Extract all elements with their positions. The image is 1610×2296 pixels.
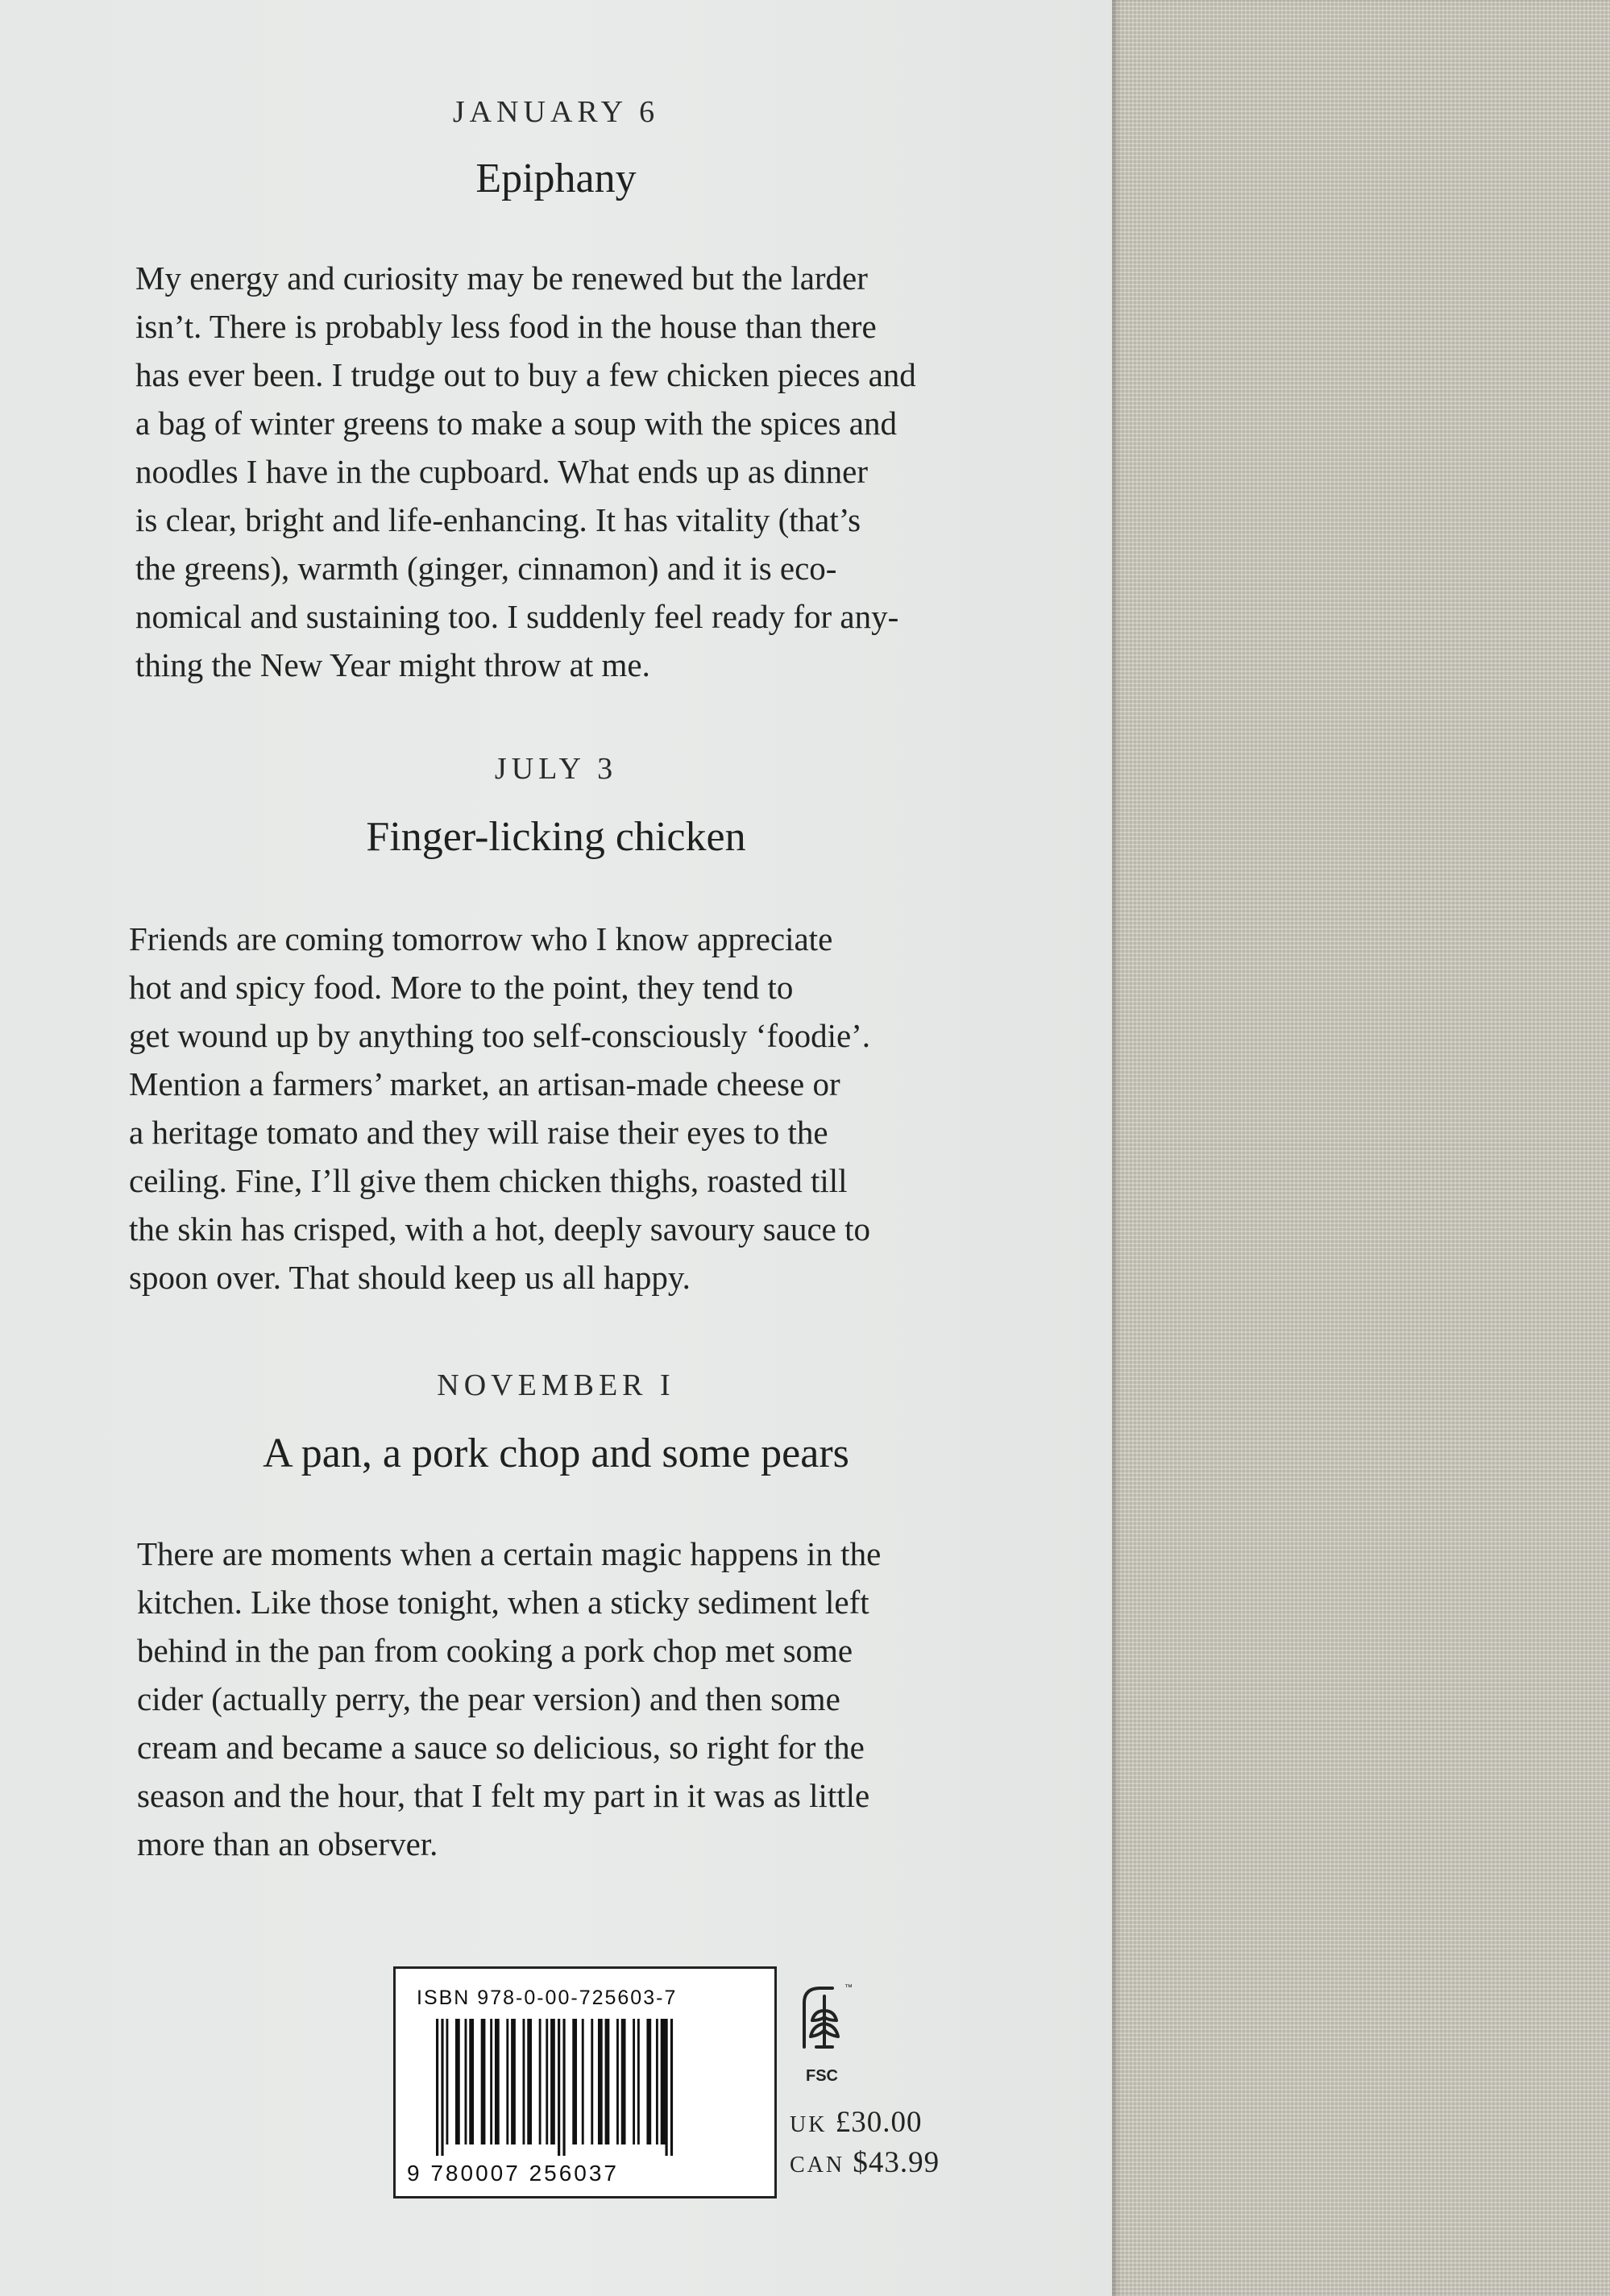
barcode-bar xyxy=(670,2019,673,2156)
body-line: get wound up by anything too self-consciously ‘foodie’. xyxy=(129,1017,871,1054)
entry-body xyxy=(137,1530,881,1868)
body-line: the greens), warmth (ginger, cinnamon) and it is eco- xyxy=(135,550,837,587)
entry-body xyxy=(129,915,870,1302)
entry-title: Finger-licking chicken xyxy=(366,814,746,860)
barcode-bar xyxy=(605,2019,610,2144)
barcode-bars xyxy=(436,2019,742,2156)
body-line: Friends are coming tomorrow who I know appreciate xyxy=(129,920,833,957)
body-line: ceiling. Fine, I’ll give them chicken thighs, roasted till xyxy=(129,1162,848,1199)
barcode-bar xyxy=(572,2019,577,2144)
barcode-bar xyxy=(490,2019,492,2144)
body-line: spoon over. That should keep us all happy. xyxy=(129,1259,691,1296)
body-line: Mention a farmers’ market, an artisan-made cheese or xyxy=(129,1065,840,1102)
isbn-barcode-box xyxy=(393,1966,777,2198)
entry-date: JULY 3 xyxy=(494,752,618,786)
barcode-bar xyxy=(550,2019,555,2144)
barcode-digits: 9 780007 256037 xyxy=(407,2161,619,2186)
body-line: is clear, bright and life-enhancing. It has vitality (that’s xyxy=(135,501,861,538)
isbn-label: ISBN 978-0-00-725603-7 xyxy=(417,1987,678,2009)
barcode-bar xyxy=(661,2019,666,2144)
barcode-bar xyxy=(562,2019,565,2156)
barcode-bar xyxy=(481,2019,486,2144)
price-uk-currency: UK xyxy=(790,2112,828,2137)
body-line: cream and became a sauce so delicious, so right for the xyxy=(137,1729,865,1766)
body-line: My energy and curiosity may be renewed but the larder xyxy=(135,259,868,297)
barcode-bar xyxy=(616,2019,619,2144)
cloth-spine-texture xyxy=(1112,0,1610,2296)
fsc-tm: ™ xyxy=(844,1983,853,1992)
body-line: a heritage tomato and they will raise their eyes to the xyxy=(129,1114,828,1151)
body-line: the skin has crisped, with a hot, deeply savoury sauce to xyxy=(129,1210,870,1248)
barcode-bar xyxy=(511,2019,516,2144)
barcode-bar xyxy=(637,2019,640,2144)
body-line: cider (actually perry, the pear version) and then some xyxy=(137,1680,840,1717)
fsc-tree-icon xyxy=(788,1978,861,2067)
entry-january-6 xyxy=(121,95,991,683)
body-line: behind in the pan from cooking a pork chop met some xyxy=(137,1632,853,1669)
barcode-bar xyxy=(591,2019,593,2144)
barcode-bar xyxy=(656,2019,658,2144)
barcode-bar xyxy=(539,2019,542,2144)
barcode-bar xyxy=(495,2019,500,2144)
body-line: kitchen. Like those tonight, when a sticky sediment left xyxy=(137,1584,869,1621)
fsc-label: FSC xyxy=(806,2067,838,2085)
barcode-bar xyxy=(582,2019,584,2144)
barcode-bar xyxy=(558,2019,560,2156)
barcode-bar xyxy=(506,2019,508,2144)
barcode-bar xyxy=(546,2019,548,2144)
price-uk xyxy=(790,2105,922,2140)
price-uk-amount: £30.00 xyxy=(835,2106,923,2139)
barcode-bar xyxy=(441,2019,443,2156)
barcode-bar xyxy=(527,2019,532,2144)
barcode-bar xyxy=(633,2019,635,2144)
entry-date: JANUARY 6 xyxy=(452,95,660,129)
body-line: nomical and sustaining too. I suddenly feel ready for any- xyxy=(135,598,899,635)
body-line: isn’t. There is probably less food in the house than there xyxy=(135,308,877,345)
entry-november-1 xyxy=(121,1368,991,1862)
barcode-bar xyxy=(455,2019,460,2144)
body-line: a bag of winter greens to make a soup with the spices and xyxy=(135,405,898,442)
barcode-bar xyxy=(523,2019,525,2144)
entry-date: NOVEMBER I xyxy=(437,1368,675,1402)
barcode-bar xyxy=(646,2019,651,2144)
price-can xyxy=(790,2145,940,2180)
barcode-bar xyxy=(665,2019,667,2156)
entry-july-3 xyxy=(121,752,991,1296)
body-line: season and the hour, that I felt my part in it was as little xyxy=(137,1777,870,1814)
body-line: thing the New Year might throw at me. xyxy=(135,646,650,683)
body-line: hot and spicy food. More to the point, they tend to xyxy=(129,969,794,1006)
barcode-bar xyxy=(469,2019,474,2144)
barcode-bar xyxy=(436,2019,438,2156)
entry-body xyxy=(135,254,916,689)
entry-title: Epiphany xyxy=(475,156,637,201)
barcode-bar xyxy=(465,2019,467,2144)
entry-title: A pan, a pork chop and some pears xyxy=(263,1430,849,1476)
body-line: more than an observer. xyxy=(137,1825,438,1862)
barcode-bar xyxy=(621,2019,626,2144)
body-line: There are moments when a certain magic happens in the xyxy=(137,1535,882,1572)
body-line: noodles I have in the cupboard. What ends up as dinner xyxy=(135,453,868,490)
price-can-amount: $43.99 xyxy=(853,2146,940,2179)
price-can-currency: CAN xyxy=(790,2153,845,2178)
barcode-bar xyxy=(598,2019,603,2144)
body-line: has ever been. I trudge out to buy a few chicken pieces and xyxy=(135,356,916,393)
barcode-bar xyxy=(446,2019,448,2144)
